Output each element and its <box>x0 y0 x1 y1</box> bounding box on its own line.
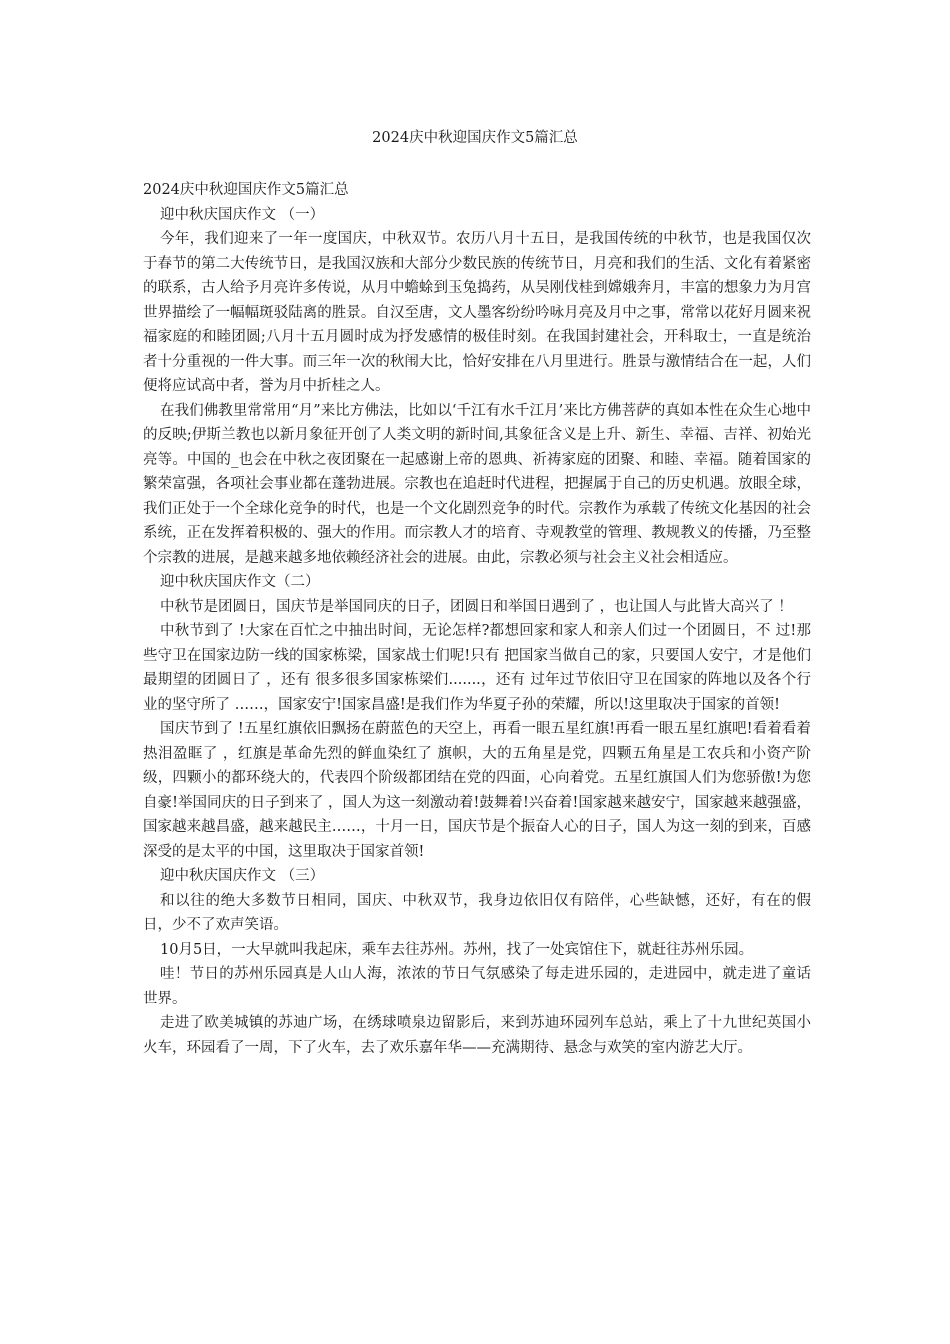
paragraph: 中秋节到了 !大家在百忙之中抽出时间，无论怎样?都想回家和家人和亲人们过一个团圆日，不 过!那些守卫在国家边防一线的国家栋梁，国家战士们呢!只有 把国家当做自己的家，只要国人安宁，才是他们最期望的团圆日了 ，还有 很多很多国家栋梁们.......，还有 过年过节依旧守卫在国家的阵地以及各个行业的坚守所了 ……，国家安宁!国家昌盛!是我们作为华夏子孙的荣耀，所以!这里取决于国家的首领! <box>143 623 811 713</box>
section-heading-2: 迎中秋庆国庆作文（二） <box>160 574 320 590</box>
paragraph: 中秋节是团圆日，国庆节是举国同庆的日子，团圆日和举国日遇到了 ，也让国人与此皆大高兴了 ！ <box>160 598 793 615</box>
paragraph: 走进了欧美城镇的苏迪广场，在绣球喷泉边留影后，来到苏迪环园列车总站，乘上了十九世纪英国小火车，环园看了一周，下了火车，去了欢乐嘉年华——充满期待、悬念与欢笑的室内游艺大厅。 <box>143 1015 811 1056</box>
section-heading-3: 迎中秋庆国庆作文 （三） <box>160 868 325 884</box>
document-subtitle: 2024庆中秋迎国庆作文5篇汇总 <box>143 182 349 198</box>
paragraph: 在我们佛教里常常用“月”来比方佛法，比如以‘千江有水千江月’来比方佛菩萨的真如本性在众生心地中的反映;伊斯兰教也以新月象征开创了人类文明的新时间,其象征含义是上升、新生、幸福、吉祥、初始光亮等。中国的_也会在中秋之夜团聚在一起感谢上帝的恩典、祈祷家庭的团聚、和睦、幸福。随着国家的繁荣富强，各项社会事业都在蓬勃进展。宗教也在追赶时代进程，把握属于自己的历史机遇。放眼全球，我们正处于一个全球化竞争的时代，也是一个文化剧烈竞争的时代。宗教作为承载了传统文化基因的社会系统，正在发挥着积极的、强大的作用。而宗教人才的培育、寺观教堂的管理、教规教义的传播，乃至整个宗教的进展，是越来越多地依赖经济社会的进展。由此，宗教必须与社会主义社会相适应。 <box>143 402 811 566</box>
paragraph: 10月5日，一大早就叫我起床，乘车去往苏州。苏州，找了一处宾馆住下，就赶往苏州乐园。 <box>160 941 754 958</box>
paragraph: 和以往的绝大多数节日相同，国庆、中秋双节，我身边依旧仅有陪伴，心些缺憾，还好，有在的假日，少不了欢声笑语。 <box>143 892 811 933</box>
page-title: 2024庆中秋迎国庆作文5篇汇总 <box>372 130 578 146</box>
document-body <box>143 178 811 1060</box>
paragraph: 今年，我们迎来了一年一度国庆，中秋双节。农历八月十五日，是我国传统的中秋节，也是我国仅次于春节的第二大传统节日，是我国汉族和大部分少数民族的传统节日，月亮和我们的生活、文化有着紧密的联系，古人给予月亮许多传说，从月中蟾蜍到玉兔捣药，从吴刚伐桂到嫦娥奔月，丰富的想象力为月宫世界描绘了一幅幅斑驳陆离的胜景。自汉至唐，文人墨客纷纷吟咏月亮及月中之事，常常以花好月圆来祝福家庭的和睦团圆;八月十五月圆时成为抒发感情的极佳时刻。在我国封建社会，开科取士，一直是统治者十分重视的一件大事。而三年一次的秋闱大比，恰好安排在八月里进行。胜景与激情结合在一起，人们便将应试高中者，誉为月中折桂之人。 <box>143 231 811 394</box>
section-heading-1: 迎中秋庆国庆作文 （一） <box>160 206 325 223</box>
paragraph: 国庆节到了 !五星红旗依旧飘扬在蔚蓝色的天空上，再看一眼五星红旗!再看一眼五星红旗吧!看着看着热泪盈眶了 ，红旗是革命先烈的鲜血染红了 旗帜，大的五角星是党，四颗五角星是工农兵和小资产阶级，四颗小的都环绕大的，代表四个阶级都团结在党的四面，心向着党。五星红旗国人们为您骄傲!为您自豪!举国同庆的日子到来了 ，国人为这一刻激动着!鼓舞着!兴奋着!国家越来越安宁，国家越来越强盛，国家越来越昌盛，越来越民主……，十月一日，国庆节是个振奋人心的日子，国人为这一刻的到来，百感深受的是太平的中国，这里取决于国家首领! <box>143 721 811 860</box>
paragraph: 哇！节日的苏州乐园真是人山人海，浓浓的节日气氛感染了每走进乐园的，走进园中，就走进了童话世界。 <box>143 966 811 1007</box>
